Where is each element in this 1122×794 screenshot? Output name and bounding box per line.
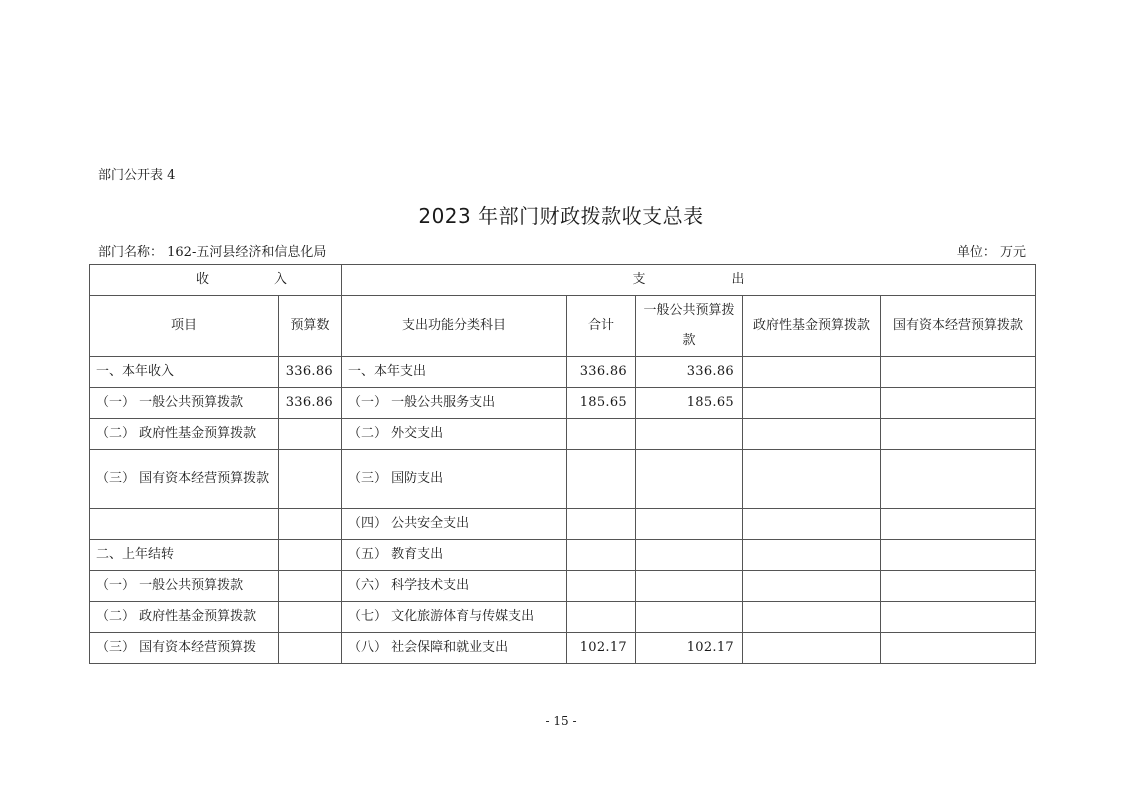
income-item: （二） 政府性基金预算拨款 <box>90 419 279 450</box>
general-amount <box>636 540 743 571</box>
expense-item: （四） 公共安全支出 <box>342 509 567 540</box>
income-item: （一） 一般公共预算拨款 <box>90 571 279 602</box>
col-header-function: 支出功能分类科目 <box>342 296 567 357</box>
expense-item: （三） 国防支出 <box>342 450 567 509</box>
expense-item: 一、本年支出 <box>342 357 567 388</box>
total-amount <box>567 602 636 633</box>
general-amount <box>636 450 743 509</box>
department-label: 部门名称： 162-五河县经济和信息化局 <box>98 245 327 260</box>
income-header-left: 收 <box>196 272 210 287</box>
expense-header-right: 出 <box>731 272 745 287</box>
income-item: （三） 国有资本经营预算拨 <box>90 633 279 664</box>
income-amount <box>279 602 342 633</box>
income-item: 一、本年收入 <box>90 357 279 388</box>
col-header-state-capital: 国有资本经营预算拨款 <box>881 296 1036 357</box>
state-capital-amount <box>881 633 1036 664</box>
table-row <box>90 419 1036 450</box>
income-amount <box>279 540 342 571</box>
total-amount <box>567 571 636 602</box>
total-amount <box>567 540 636 571</box>
table-row <box>90 602 1036 633</box>
gov-fund-amount <box>743 571 881 602</box>
state-capital-amount <box>881 540 1036 571</box>
income-item: （二） 政府性基金预算拨款 <box>90 602 279 633</box>
table-row <box>90 633 1036 664</box>
col-header-general: 一般公共预算拨款 <box>636 296 743 357</box>
income-amount: 336.86 <box>279 388 342 419</box>
unit-label: 单位： 万元 <box>956 245 1026 260</box>
gov-fund-amount <box>743 357 881 388</box>
expense-item: （二） 外交支出 <box>342 419 567 450</box>
income-item: （一） 一般公共预算拨款 <box>90 388 279 419</box>
expense-item: （七） 文化旅游体育与传媒支出 <box>342 602 567 633</box>
state-capital-amount <box>881 509 1036 540</box>
table-row <box>90 540 1036 571</box>
state-capital-amount <box>881 571 1036 602</box>
total-amount: 102.17 <box>567 633 636 664</box>
page-number: - 15 - <box>545 714 577 728</box>
col-header-budget: 预算数 <box>279 296 342 357</box>
expense-section-header <box>342 265 1036 296</box>
expense-header-left: 支 <box>632 272 646 287</box>
general-amount: 185.65 <box>636 388 743 419</box>
expense-item: （八） 社会保障和就业支出 <box>342 633 567 664</box>
income-amount <box>279 633 342 664</box>
gov-fund-amount <box>743 419 881 450</box>
general-amount: 336.86 <box>636 357 743 388</box>
income-amount <box>279 509 342 540</box>
state-capital-amount <box>881 419 1036 450</box>
state-capital-amount <box>881 602 1036 633</box>
gov-fund-amount <box>743 633 881 664</box>
gov-fund-amount <box>743 450 881 509</box>
income-amount <box>279 419 342 450</box>
header-row-sections <box>90 265 1036 296</box>
income-item: （三） 国有资本经营预算拨款 <box>90 450 279 509</box>
total-amount <box>567 450 636 509</box>
total-amount: 336.86 <box>567 357 636 388</box>
gov-fund-amount <box>743 602 881 633</box>
total-amount: 185.65 <box>567 388 636 419</box>
table-row <box>90 509 1036 540</box>
total-amount <box>567 509 636 540</box>
general-amount <box>636 571 743 602</box>
state-capital-amount <box>881 388 1036 419</box>
gov-fund-amount <box>743 388 881 419</box>
page-title: 2023 年部门财政拨款收支总表 <box>418 204 704 228</box>
general-amount <box>636 602 743 633</box>
income-amount <box>279 571 342 602</box>
gov-fund-amount <box>743 540 881 571</box>
state-capital-amount <box>881 450 1036 509</box>
col-header-item: 项目 <box>90 296 279 357</box>
general-amount <box>636 509 743 540</box>
gov-fund-amount <box>743 509 881 540</box>
total-amount <box>567 419 636 450</box>
budget-table <box>89 264 1036 664</box>
income-amount: 336.86 <box>279 357 342 388</box>
expense-item: （六） 科学技术支出 <box>342 571 567 602</box>
income-section-header <box>90 265 342 296</box>
table-row <box>90 357 1036 388</box>
income-item <box>90 509 279 540</box>
col-header-gov-fund: 政府性基金预算拨款 <box>743 296 881 357</box>
header-row-columns <box>90 296 1036 357</box>
expense-item: （五） 教育支出 <box>342 540 567 571</box>
table-row <box>90 571 1036 602</box>
general-amount <box>636 419 743 450</box>
income-amount <box>279 450 342 509</box>
document-label: 部门公开表 4 <box>98 168 176 183</box>
col-header-total: 合计 <box>567 296 636 357</box>
expense-item: （一） 一般公共服务支出 <box>342 388 567 419</box>
income-item: 二、上年结转 <box>90 540 279 571</box>
general-amount: 102.17 <box>636 633 743 664</box>
income-header-right: 入 <box>273 272 287 287</box>
table-row <box>90 388 1036 419</box>
meta-row <box>98 241 1026 260</box>
state-capital-amount <box>881 357 1036 388</box>
table-row <box>90 450 1036 509</box>
